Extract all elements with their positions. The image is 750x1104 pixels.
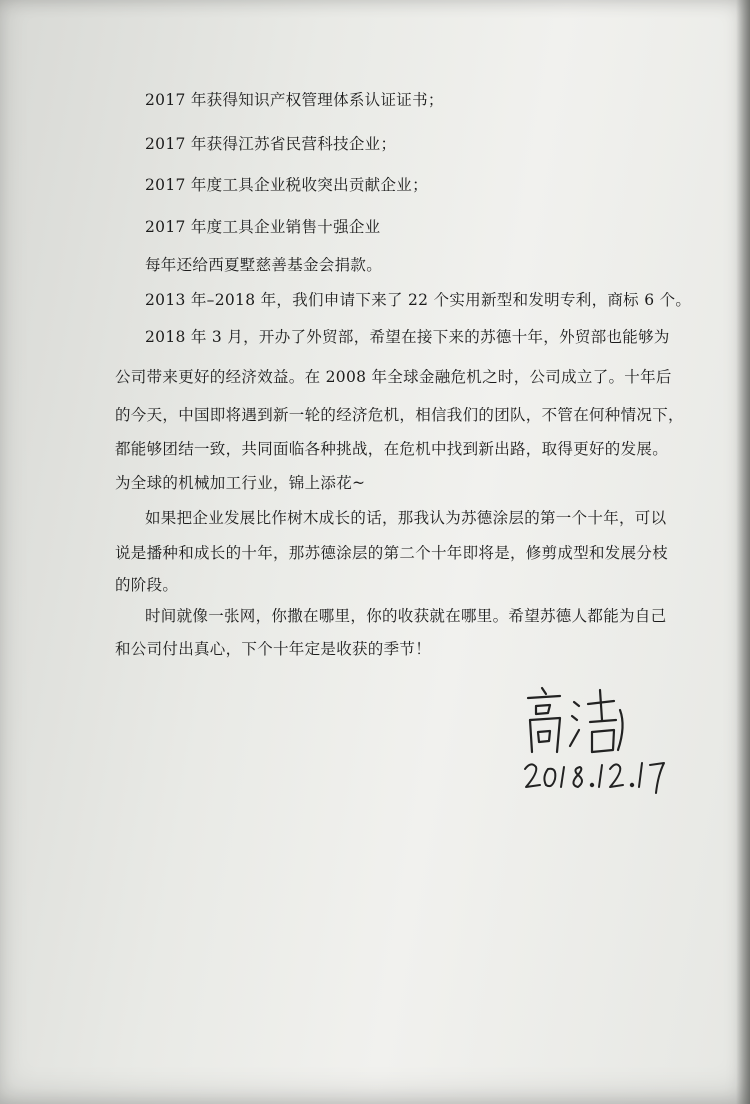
handwritten-date xyxy=(522,755,672,797)
text-line: 说是播种和成长的十年，那苏德涂层的第二个十年即将是，修剪成型和发展分枝 xyxy=(115,544,669,562)
text-line: 2017 年获得知识产权管理体系认证证书； xyxy=(145,91,444,109)
text-line: 每年还给西夏墅慈善基金会捐款。 xyxy=(145,256,383,274)
text-line: 2018 年 3 月，开办了外贸部，希望在接下来的苏德十年，外贸部也能够为 xyxy=(145,328,670,346)
text-line: 2017 年度工具企业销售十强企业 xyxy=(145,218,381,236)
text-line: 2017 年度工具企业税收突出贡献企业； xyxy=(145,176,428,194)
text-line: 为全球的机械加工行业，锦上添花~ xyxy=(115,474,366,492)
handwritten-signature xyxy=(520,680,640,760)
text-line: 公司带来更好的经济效益。在 2008 年全球金融危机之时，公司成立了。十年后 xyxy=(115,368,672,386)
text-line: 的阶段。 xyxy=(115,576,179,594)
text-line: 如果把企业发展比作树木成长的话，那我认为苏德涂层的第一个十年，可以 xyxy=(145,509,667,527)
text-line: 的今天，中国即将遇到新一轮的经济危机，相信我们的团队，不管在何种情况下， xyxy=(115,406,684,424)
text-line: 和公司付出真心，下个十年定是收获的季节！ xyxy=(115,640,432,658)
text-line: 时间就像一张网，你撒在哪里，你的收获就在哪里。希望苏德人都能为自己 xyxy=(145,607,667,625)
text-line: 2017 年获得江苏省民营科技企业； xyxy=(145,135,397,153)
text-line: 都能够团结一致，共同面临各种挑战，在危机中找到新出路，取得更好的发展。 xyxy=(115,440,669,458)
page-edge-shadow xyxy=(736,0,750,1104)
text-line: 2013 年–2018 年，我们申请下来了 22 个实用新型和发明专利，商标 6 个。 xyxy=(145,291,692,309)
